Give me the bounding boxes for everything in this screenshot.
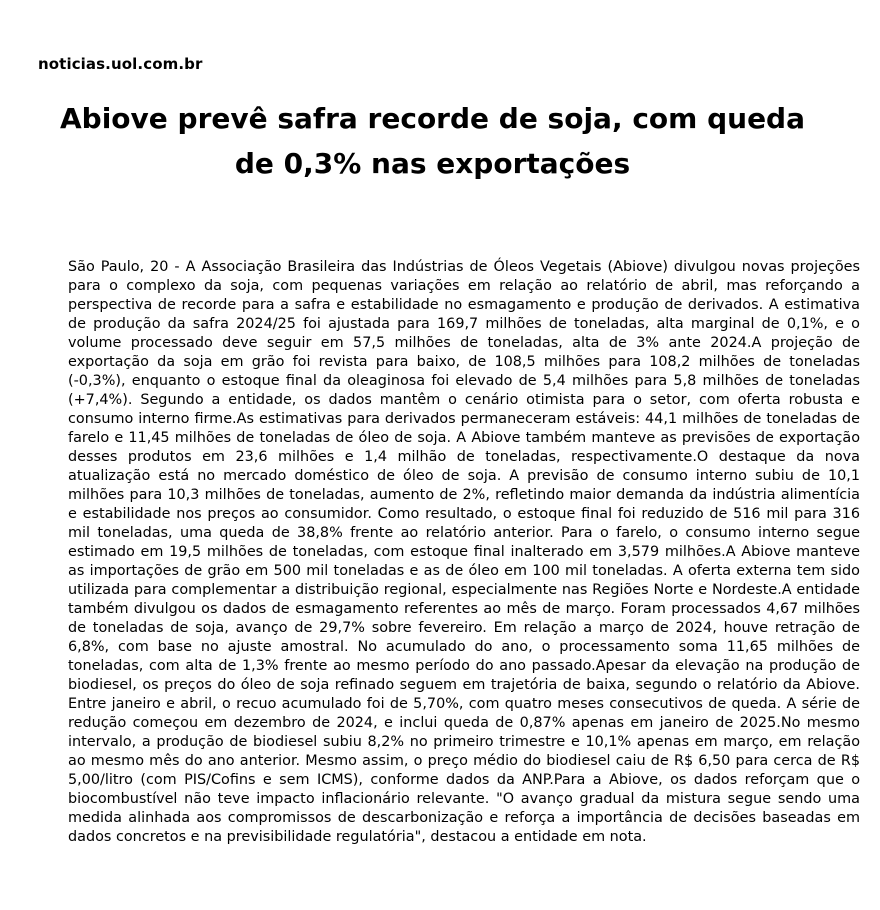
article-body: São Paulo, 20 - A Associação Brasileira das Indústrias de Óleos Vegetais (Abiove) divulgou novas projeções para o complexo da soja, com pequenas variações em relação ao relatório de abril, mas reforçando a perspectiva de recorde para a safra e estabilidade no esmagamento e produção de derivados. A estimativa de produção da safra 2024/25 foi ajustada para 169,7 milhões de toneladas, alta marginal de 0,1%, e o volume processado deve seguir em 57,5 milhões de toneladas, alta de 3% ante 2024.A projeção de exportação da soja em grão foi revista para baixo, de 108,5 milhões para 108,2 milhões de toneladas (-0,3%), enquanto o estoque final da oleaginosa foi elevado de 5,4 milhões para 5,8 milhões de toneladas (+7,4%). Segundo a entidade, os dados mantêm o cenário otimista para o setor, com oferta robusta e consumo interno firme.As estimativas para derivados permaneceram estáveis: 44,1 milhões de toneladas de farelo e 11,45 milhões de toneladas de óleo de soja. A Abiove também manteve as previsões de exportação desses produtos em 23,6 milhões e 1,4 milhão de toneladas, respectivamente.O destaque da nova atualização está no mercado doméstico de óleo de soja. A previsão de consumo interno subiu de 10,1 milhões para 10,3 milhões de toneladas, aumento de 2%, refletindo maior demanda da indústria alimentícia e estabilidade nos preços ao consumidor. Como resultado, o estoque final foi reduzido de 516 mil para 316 mil toneladas, uma queda de 38,8% frente ao relatório anterior. Para o farelo, o consumo interno segue estimado em 19,5 milhões de toneladas, com estoque final inalterado em 3,579 milhões.A Abiove manteve as importações de grão em 500 mil toneladas e as de óleo em 100 mil toneladas. A oferta externa tem sido utilizada para complementar a distribuição regional, especialmente nas Regiões Norte e Nordeste.A entidade também divulgou os dados de esmagamento referentes ao mês de março. Foram processados 4,67 milhões de toneladas de soja, avanço de 29,7% sobre fevereiro. Em relação a março de 2024, houve retração de 6,8%, com base no ajuste amostral. No acumulado do ano, o processamento soma 11,65 milhões de toneladas, com alta de 1,3% frente ao mesmo período do ano passado.Apesar da elevação na produção de biodiesel, os preços do óleo de soja refinado seguem em trajetória de baixa, segundo o relatório da Abiove. Entre janeiro e abril, o recuo acumulado foi de 5,70%, com quatro meses consecutivos de queda. A série de redução começou em dezembro de 2024, e inclui queda de 0,87% apenas em janeiro de 2025.No mesmo intervalo, a produção de biodiesel subiu 8,2% no primeiro trimestre e 10,1% apenas em março, em relação ao mesmo mês do ano anterior. Mesmo assim, o preço médio do biodiesel caiu de R$ 6,50 para cerca de R$ 5,00/litro (com PIS/Cofins e sem ICMS), conforme dados da ANP.Para a Abiove, os dados reforçam que o biocombustível não teve impacto inflacionário relevante. "O avanço gradual da mistura segue sendo uma medida alinhada aos compromissos de descarbonização e reforça a importância de decisões baseadas em dados concretos e na previsibilidade regulatória", destacou a entidade em nota.: [68, 259, 860, 845]
article-headline: Abiove prevê safra recorde de soja, com queda de 0,3% nas exportações: [59, 102, 805, 180]
site-name: noticias.uol.com.br: [38, 55, 203, 73]
